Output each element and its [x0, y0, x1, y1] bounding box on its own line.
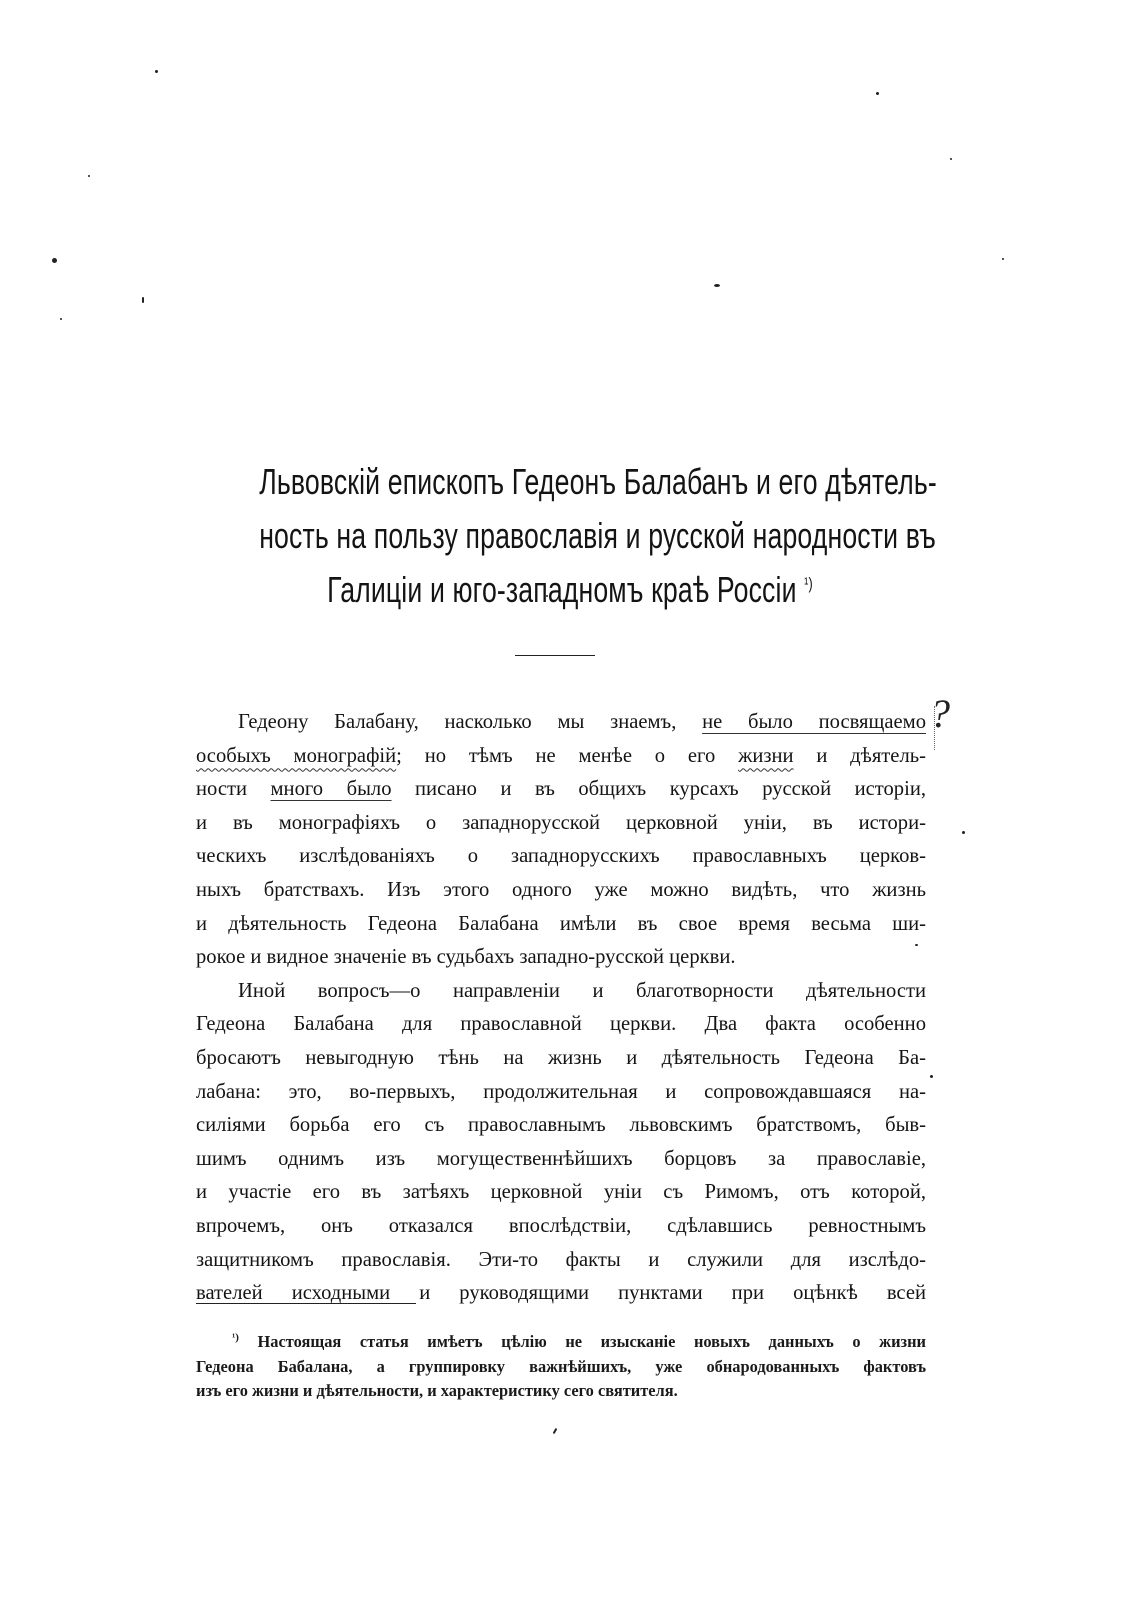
scan-speck: [553, 1428, 558, 1434]
body-line: ческихъ изслѣдованіяхъ о западнорусскихъ православныхъ церков-: [196, 845, 926, 868]
body-line: [196, 740, 926, 774]
wavy-underlined-text: особыхъ монографій: [196, 744, 397, 767]
article-title: [259, 455, 937, 617]
paragraph-2: [196, 975, 926, 1311]
body-line: защитникомъ православія. Эти-то факты и служили для изслѣдо-: [196, 1248, 926, 1271]
title-line-3: [259, 563, 881, 617]
body-line: лабана: это, во-первыхъ, продолжительная и сопровождавшаяся на-: [196, 1080, 926, 1103]
scan-speck: [962, 831, 965, 834]
scan-speck: [876, 92, 879, 95]
footnote-line: [196, 1330, 926, 1355]
scan-speck: [714, 284, 720, 287]
title-footnote-mark: ¹): [804, 574, 813, 593]
text-run: и дѣятель-: [793, 744, 926, 767]
footnote-line: Гедеона Бабалана, а группировку важнѣйшихъ, уже обнародованныхъ фактовъ: [196, 1356, 926, 1376]
text-run: ности: [196, 778, 271, 801]
scan-speck: [142, 297, 144, 303]
title-line-2: ность на пользу православія и русской народности въ: [259, 515, 936, 556]
footnote-line: изъ его жизни и дѣятельности, и характеристику сего святителя.: [196, 1381, 678, 1400]
body-text: [196, 706, 926, 1311]
title-line-3-text: Галиціи и юго-западномъ краѣ Россіи: [327, 569, 797, 610]
scan-speck: [88, 175, 90, 177]
title-separator-rule: [515, 655, 595, 656]
body-line: впрочемъ, онъ отказался впослѣдствіи, сдѣлавшись ревностнымъ: [196, 1214, 926, 1237]
title-line-1: Львовскій епископъ Гедеонъ Балабанъ и его дѣятель-: [259, 461, 937, 502]
body-line: [196, 706, 926, 740]
scan-speck: [155, 70, 158, 73]
body-line: Иной вопросъ—о направленіи и благотворности дѣятельности: [238, 979, 926, 1002]
body-line: и дѣятельность Гедеона Балабана имѣли въ свое время весьма ши-: [196, 912, 926, 935]
underlined-text: много было: [270, 778, 392, 801]
body-line: и въ монографіяхъ о западнорусской церковной уніи, въ истори-: [196, 811, 926, 834]
body-line: бросаютъ невыгодную тѣнь на жизнь и дѣятельность Гедеона Ба-: [196, 1046, 926, 1069]
footnote-rule: [196, 1303, 416, 1304]
scan-speck: [930, 1075, 933, 1078]
scan-speck: [950, 158, 952, 160]
text-run: ; но тѣмъ не менѣе о его: [396, 744, 739, 767]
body-line: [196, 773, 926, 807]
body-line: и участіе его въ затѣяхъ церковной уніи съ Римомъ, отъ которой,: [196, 1181, 926, 1204]
scan-speck: [52, 258, 57, 263]
underlined-text: не было посвящаемо: [702, 711, 926, 733]
scan-speck: [60, 318, 62, 320]
footnote-text: Настоящая статья имѣетъ цѣлію не изысканіе новыхъ данныхъ о жизни: [257, 1332, 926, 1351]
text-run: писано и въ общихъ курсахъ русской исторіи,: [391, 778, 926, 801]
paragraph-1: [196, 706, 926, 975]
margin-question-mark: ?: [930, 691, 950, 736]
footnote-mark: ¹): [232, 1331, 239, 1344]
body-line: вателей исходными и руководящими пунктами при оцѣнкѣ всей: [196, 1282, 926, 1305]
text-run: Гедеону Балабану, насколько мы знаемъ,: [238, 711, 703, 733]
body-line: силіями борьба его съ православнымъ львовскимъ братствомъ, быв-: [196, 1114, 926, 1137]
wavy-underlined-text: жизни: [738, 744, 794, 767]
footnote: [196, 1330, 926, 1404]
scan-speck: [1002, 258, 1004, 260]
body-line: шимъ однимъ изъ могущественнѣйшихъ борцовъ за православіе,: [196, 1147, 926, 1170]
body-line: Гедеона Балабана для православной церкви. Два факта особенно: [196, 1013, 926, 1036]
body-line: ныхъ братствахъ. Изъ этого одного уже можно видѣть, что жизнь: [196, 878, 926, 901]
body-line: рокое и видное значеніе въ судьбахъ западно-русской церкви.: [196, 946, 736, 969]
